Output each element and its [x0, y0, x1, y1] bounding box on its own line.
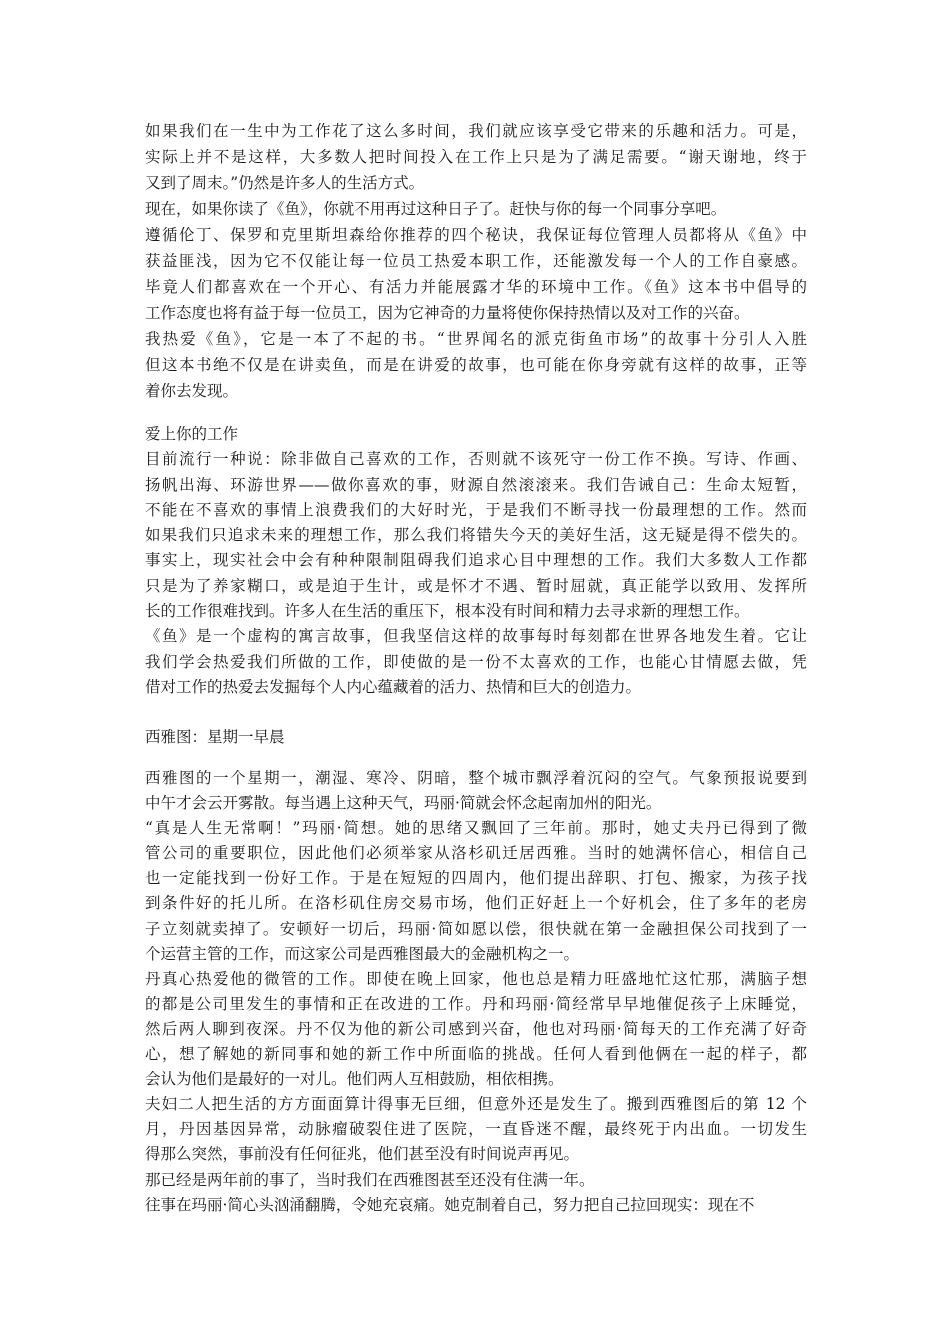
text-line: 那已经是两年前的事了，当时我们在西雅图甚至还没有住满一年。 — [145, 1170, 595, 1189]
paragraph — [145, 326, 807, 404]
text-line: 又到了周末。”仍然是许多人的生活方式。 — [145, 174, 425, 192]
seattle-monday-body — [145, 766, 807, 1218]
text-line: 长的工作很难找到。许多人在生活的重压下，根本没有时间和精力去寻求新的理想工作。 — [145, 602, 750, 621]
text-line: 实际上并不是这样，大多数人把时间投入在工作上只是为了满足需要。“谢天谢地，终于 — [145, 148, 807, 166]
text-line: 着你去发现。 — [145, 382, 239, 400]
text-line: 我热爱《鱼》，它是一本了不起的书。“世界闻名的派克街鱼市场”的故事十分引人入胜 — [145, 330, 807, 348]
text-line: 往事在玛丽·简心头汹涌翻腾，令她充哀痛。她克制着自己，努力把自己拉回现实：现在不 — [145, 1195, 755, 1214]
paragraph — [145, 1168, 807, 1193]
paragraph — [145, 766, 807, 816]
text-line: 如果我们在一生中为工作花了这么多时间，我们就应该享受它带来的乐趣和活力。可是， — [145, 122, 807, 140]
text-line: 子立刻就卖掉了。安顿好一切后，玛丽·简如愿以偿，很快就在第一金融担保公司找到了一 — [145, 919, 807, 938]
text-line: 只是为了养家糊口，或是迫于生计，或是怀才不遇、暂时屈就，真正能学以致用、发挥所 — [145, 576, 807, 595]
paragraph — [145, 967, 807, 1092]
text-line: 获益匪浅，因为它不仅能让每一位员工热爱本职工作，还能激发每一个人的工作自豪感。 — [145, 252, 807, 270]
text-line: 的都是公司里发生的事情和正在改进的工作。丹和玛丽·简经常早早地催促孩子上床睡觉， — [145, 994, 807, 1013]
text-line: 我们学会热爱我们所做的工作，即使做的是一份不太喜欢的工作，也能心甘情愿去做，凭 — [145, 652, 807, 671]
text-line: 现在，如果你读了《鱼》，你就不用再过这种日子了。赶快与你的每一个同事分享吧。 — [145, 200, 727, 218]
text-line: 不能在不喜欢的事情上浪费我们的大好时光，于是我们不断寻找一份最理想的工作。然而 — [145, 500, 807, 519]
text-line: 工作态度也将有益于每一位员工，因为它神奇的力量将使你保持热情以及对工作的兴奋。 — [145, 304, 750, 322]
text-line: 扬帆出海、环游世界——做你喜欢的事，财源自然滚滚来。我们告诫自己：生命太短暂， — [145, 475, 807, 494]
text-line: 夫妇二人把生活的方方面面算计得事无巨细，但意外还是发生了。搬到西雅图后的第 12 个 — [145, 1095, 807, 1114]
paragraph — [145, 624, 807, 700]
paragraph — [145, 196, 807, 222]
section-heading-love-your-work: 爱上你的工作 — [145, 425, 239, 443]
paragraph — [145, 816, 807, 967]
text-line: 如果我们只追求未来的理想工作，那么我们将错失今天的美好生活，这无疑是得不偿失的。 — [145, 526, 807, 545]
text-line: 个运营主管的工作，而这家公司是西雅图最大的金融机构之一。 — [145, 944, 580, 963]
text-line: 丹真心热爱他的微管的工作。即使在晚上回家，他也总是精力旺盛地忙这忙那，满脑子想 — [145, 969, 807, 988]
text-line: 事实上，现实社会中会有种种限制阻碍我们追求心目中理想的工作。我们大多数人工作都 — [145, 551, 807, 570]
text-line: 中午才会云开雾散。每当遇上这种天气，玛丽·简就会怀念起南加州的阳光。 — [145, 794, 662, 813]
intro-section — [145, 118, 807, 404]
text-line: 也一定能找到一份好工作。于是在短短的四周内，他们提出辞职、打包、搬家，为孩子找 — [145, 869, 807, 888]
paragraph — [145, 1193, 807, 1218]
text-line: 借对工作的热爱去发掘每个人内心蕴藏着的活力、热情和巨大的创造力。 — [145, 677, 642, 696]
text-line: 但这本书绝不仅是在讲卖鱼，而是在讲爱的故事，也可能在你身旁就有这样的故事，正等 — [145, 356, 807, 374]
text-line: 西雅图的一个星期一，潮湿、寒冷、阴暗，整个城市飘浮着沉闷的空气。气象预报说要到 — [145, 769, 807, 787]
text-line: 《鱼》是一个虚构的寓言故事，但我坚信这样的故事每时每刻都在世界各地发生着。它让 — [145, 627, 807, 646]
section-heading-seattle-monday: 西雅图：星期一早晨 — [145, 728, 285, 746]
text-line: 月，丹因基因异常，动脉瘤破裂住进了医院，一直昏迷不醒，最终死于内出血。一切发生 — [145, 1120, 807, 1139]
paragraph — [145, 118, 807, 196]
text-line: 会认为他们是最好的一对儿。他们两人互相鼓励，相依相携。 — [145, 1070, 564, 1089]
text-line: 目前流行一种说：除非做自己喜欢的工作，否则就不该死守一份工作不换。写诗、作画、 — [145, 450, 807, 469]
text-line: “真是人生无常啊！”玛丽·简想。她的思绪又飘回了三年前。那时，她丈夫丹已得到了微 — [145, 819, 807, 838]
paragraph — [145, 222, 807, 326]
text-line: 遵循伦丁、保罗和克里斯坦森给你推荐的四个秘诀，我保证每位管理人员都将从《鱼》中 — [145, 226, 807, 244]
paragraph — [145, 447, 807, 624]
text-line: 得那么突然，事前没有任何征兆，他们甚至没有时间说声再见。 — [145, 1145, 580, 1164]
text-line: 然后两人聊到夜深。丹不仅为他的新公司感到兴奋，他也对玛丽·简每天的工作充满了好奇 — [145, 1019, 807, 1038]
love-your-work-body — [145, 447, 807, 700]
paragraph — [145, 1092, 807, 1167]
text-line: 管公司的重要职位，因此他们必须举家从洛杉矶迁居西雅。当时的她满怀信心，相信自己 — [145, 844, 807, 863]
text-line: 毕竟人们都喜欢在一个开心、有活力并能展露才华的环境中工作。《鱼》这本书中倡导的 — [145, 278, 807, 296]
text-line: 心，想了解她的新同事和她的新工作中所面临的挑战。任何人看到他俩在一起的样子，都 — [145, 1045, 807, 1064]
text-line: 到条件好的托儿所。在洛杉矶住房交易市场，他们正好赶上一个好机会，住了多年的老房 — [145, 894, 807, 913]
